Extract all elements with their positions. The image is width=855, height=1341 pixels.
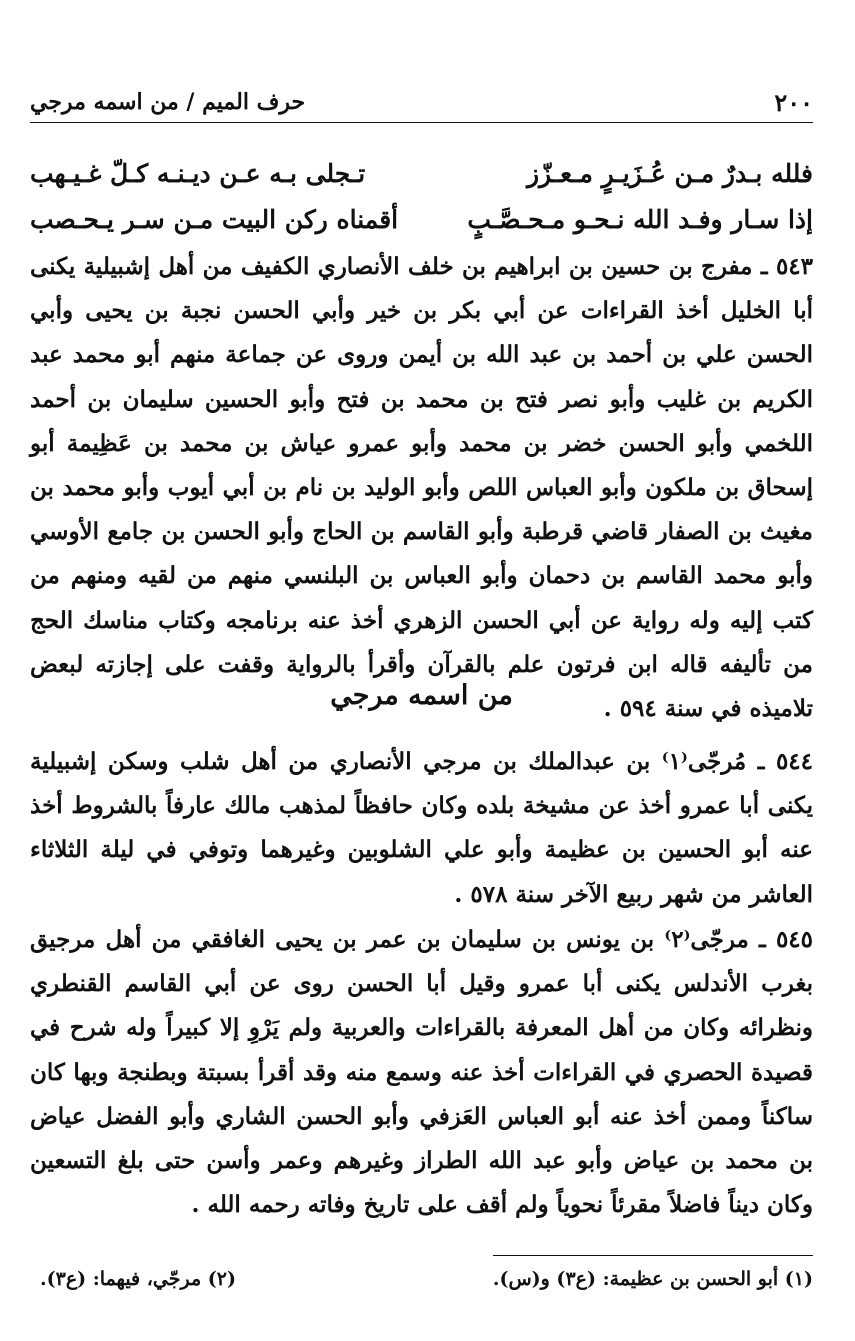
entry-text: ٥٤٥ ـ مرجّى⁽٢⁾ بن يونس بن سليمان بن عمر بن يحيى الغافقي من أهل مرجيق بغرب الأندلس يكنى أبا عمرو وقيل أبا الحسن روى عن أبي القاسم القنطري ونظرائه وكان من أهل المعرفة بالقراءات والعربية ولم يَرْوِ إلا كبيراً وله شرح في قصيدة الحصري في القراءات أخذ عنه وسمع منه وقد أقرأ بسبتة وبطنجة وبها كان ساكناً وممن أخذ عنه أبو العباس العَزفي وأبو الحسن الشاري وأبو الفضل عياض بن محمد بن عياض وأبو عبد الله الطراز وغيرهم وعمر وأسن حتى بلغ التسعين وكان ديناً فاضلاً مقرئاً نحوياً ولم أقف على تاريخ وفاته رحمه الله .: [30, 926, 814, 1219]
entry-545: [30, 918, 813, 1227]
poem-line: [30, 196, 813, 242]
poem-hemistich-second: أقمناه ركن البيت مـن سـر يـحـصب: [30, 204, 399, 234]
entry-text: ٥٤٣ ـ مفرج بن حسين بن ابراهيم بن خلف الأنصاري الكفيف من أهل إشبيلية يكنى أبا الخليل أخذ القراءات عن أبي بكر بن خير وأبي الحسن نجبة بن يحيى وأبي الحسن علي بن أحمد بن عبد الله بن أيمن وروى عن جماعة منهم أبو محمد عبد الكريم بن غليب وأبو نصر فتح بن محمد بن فتح وأبو الحسين سليمان بن أحمد اللخمي وأبو الحسن خضر بن محمد وأبو عمرو عياش بن محمد بن عَظِيمة أبو إسحاق بن ملكون وأبو العباس اللص وأبو الوليد بن نام بن أبي أيوب وأبو محمد بن مغيث بن الصفار قاضي قرطبة وأبو القاسم بن الحاج وأبو الحسن بن جامع الأوسي وأبو محمد القاسم بن دحمان وأبو العباس بن البلنسي منهم من لقيه ومنهم من كتب إليه وله رواية عن أبي الحسن الزهري أخذ عنه برنامجه وكتاب مناسك الحج من تأليفه قاله ابن فرتون علم بالقرآن وأقرأ بالرواية وقفت على إجازته لبعض تلاميذه في سنة ٥٩٤ .: [30, 253, 813, 723]
footnote-2: (٢) مرجّي، فيهما: (ع٣).: [40, 1268, 236, 1290]
running-title: حرف الميم / من اسمه مرجي: [30, 89, 306, 115]
poem-hemistich-first: فلله بـدرٌ مـن عُـزَيـرٍ مـعـزّز: [526, 158, 813, 188]
footnote-1: (١) أبو الحسن بن عظيمة: (ع٣) و(س).: [492, 1268, 813, 1290]
page-number: ٢٠٠: [774, 87, 813, 117]
entry-text: ٥٤٤ ـ مُرجّى⁽١⁾ بن عبدالملك بن مرجي الأنصاري من أهل شلب وسكن إشبيلية يكنى أبا عمرو أخذ عن مشيخة بلده وكان حافظاً لمذهب مالك عارفاً بالشروط أخذ عنه أبو الحسين بن عظيمة وأبو علي الشلوبين وغيرهما وتوفي في ليلة الثلاثاء العاشر من شهر ربيع الآخر سنة ٥٧٨ .: [30, 748, 813, 908]
poem-hemistich-second: تـجلى بـه عـن ديـنـه كـلّ غـيـهب: [30, 158, 366, 188]
poem-line: [30, 150, 813, 196]
entry-543: [30, 245, 813, 731]
running-header: [30, 82, 813, 123]
poem-hemistich-first: إذا سـار وفـد الله نـحـو مـحـصَّـبٍ: [467, 204, 813, 234]
footnote-divider: [493, 1255, 813, 1256]
section-title: من اسمه مرجي: [330, 680, 513, 711]
entry-544: [30, 740, 813, 917]
poem-verses: [30, 150, 813, 242]
footnotes: [40, 1268, 813, 1290]
